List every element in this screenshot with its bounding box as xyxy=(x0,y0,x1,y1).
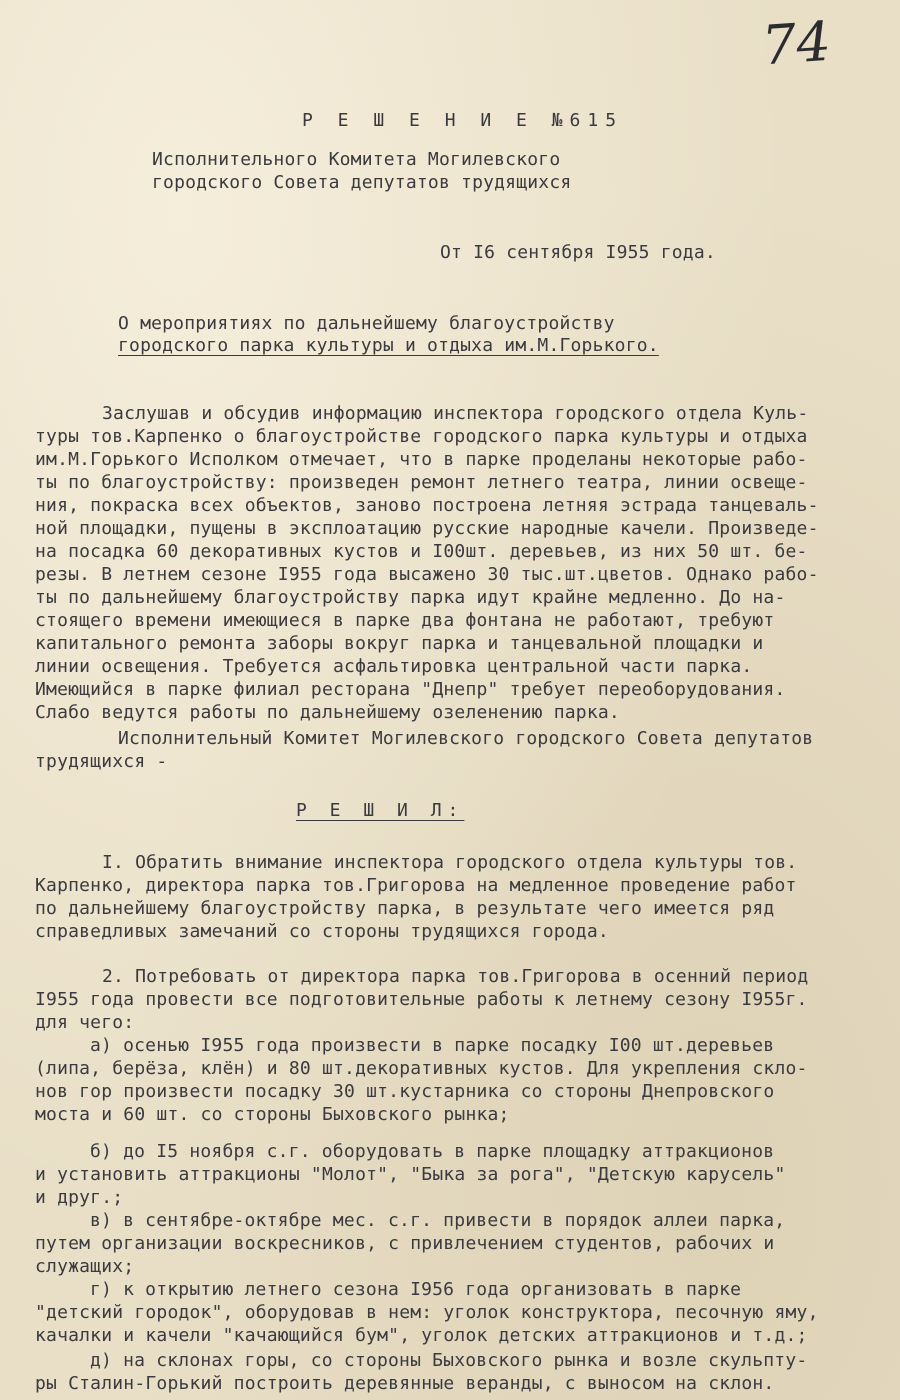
document-title: Р Е Ш Е Н И Е №615 xyxy=(302,110,624,131)
issuer-line-1: Исполнительного Комитета Могилевского xyxy=(152,149,561,170)
body-line: туры тов.Карпенко о благоустройстве городского парка культуры и отдыха xyxy=(35,426,808,447)
item2-line: нов гор произвести посадку 30 шт.кустарника со стороны Днепровского xyxy=(35,1081,775,1102)
item2-line: ры Сталин-Горький построить деревянные веранды, с выносом на склон. xyxy=(35,1373,775,1394)
item1-line: по дальнейшему благоустройству парка, в результате чего имеется ряд xyxy=(35,898,775,919)
item2-line: а) осенью I955 года произвести в парке посадку I00 шт.деревьев xyxy=(90,1035,775,1056)
body-line: капитального ремонта заборы вокруг парка и танцевальной площадки и xyxy=(35,633,764,654)
item2-line: б) до I5 ноября с.г. оборудовать в парке площадку аттракционов xyxy=(90,1141,775,1162)
item2-line: в) в сентябре-октябре мес. с.г. привести в порядок аллеи парка, xyxy=(90,1210,786,1231)
item1-line: I. Обратить внимание инспектора городского отдела культуры тов. xyxy=(102,852,798,873)
item2-line: д) на склонах горы, со стороны Быховского рынка и возле скульпту- xyxy=(90,1350,808,1371)
body-line: стоящего времени имеющиеся в парке два фонтана не работают, требуют xyxy=(35,610,775,631)
decided-heading: Р Е Ш И Л: xyxy=(296,800,465,821)
body-line: ты по дальнейшему благоустройству парка идут крайне медленно. До на- xyxy=(35,587,786,608)
ispolkom-line-1: Исполнительный Комитет Могилевского городского Совета депутатов xyxy=(118,728,814,749)
body-line: ты по благоустройству: произведен ремонт летнего театра, линии освеще- xyxy=(35,472,808,493)
item2-line: 2. Потребовать от директора парка тов.Григорова в осенний период xyxy=(102,966,809,987)
item2-line: и установить аттракционы "Молот", "Быка за рога", "Детскую карусель" xyxy=(35,1164,786,1185)
handwritten-page-number: 74 xyxy=(759,9,833,78)
document-date: От I6 сентября I955 года. xyxy=(440,242,716,263)
item1-line: Карпенко, директора парка тов.Григорова на медленное проведение работ xyxy=(35,875,797,896)
body-line: ния, покраска всех объектов, заново построена летняя эстрада танцеваль- xyxy=(35,495,819,516)
ispolkom-line-2: трудящихся - xyxy=(35,751,168,772)
item2-line: I955 года провести все подготовительные работы к летнему сезону I955г. xyxy=(35,989,808,1010)
item2-line: и друг.; xyxy=(35,1187,124,1208)
subject-line-1: О мероприятиях по дальнейшему благоустройству xyxy=(118,313,615,334)
item2-line: моста и 60 шт. со стороны Быховского рынка; xyxy=(35,1104,510,1125)
item2-line: качалки и качели "качающийся бум", уголок детских аттракционов и т.д.; xyxy=(35,1325,808,1346)
body-line: ной площадки, пущены в эксплоатацию русские народные качели. Произведе- xyxy=(35,518,819,539)
body-line: Слабо ведутся работы по дальнейшему озеленению парка. xyxy=(35,702,620,723)
item1-line: справедливых замечаний со стороны трудящихся города. xyxy=(35,921,609,942)
item2-line: служащих; xyxy=(35,1256,135,1277)
item2-line: г) к открытию летнего сезона I956 года организовать в парке xyxy=(90,1279,742,1300)
item2-line: "детский городок", оборудовав в нем: уголок конструктора, песочную яму, xyxy=(35,1302,819,1323)
body-line: Заслушав и обсудив информацию инспектора городского отдела Куль- xyxy=(102,403,809,424)
body-line: резы. В летнем сезоне I955 года высажено 30 тыс.шт.цветов. Однако рабо- xyxy=(35,564,819,585)
body-line: им.М.Горького Исполком отмечает, что в парке проделаны некоторые рабо- xyxy=(35,449,808,470)
subject-line-2: городского парка культуры и отдыха им.М.Горького. xyxy=(118,335,659,356)
body-line: на посадка 60 декоративных кустов и I00шт. деревьев, из них 50 шт. бе- xyxy=(35,541,808,562)
issuer-line-2: городского Совета депутатов трудящихся xyxy=(152,172,572,193)
item2-line: путем организации воскресников, с привлечением студентов, рабочих и xyxy=(35,1233,775,1254)
item2-line: (липа, берёза, клён) и 80 шт.декоративных кустов. Для укрепления скло- xyxy=(35,1058,808,1079)
body-line: Имеющийся в парке филиал ресторана "Днепр" требует переоборудования. xyxy=(35,679,786,700)
body-line: линии освещения. Требуется асфальтировка центральной части парка. xyxy=(35,656,753,677)
item2-line: для чего: xyxy=(35,1012,135,1033)
